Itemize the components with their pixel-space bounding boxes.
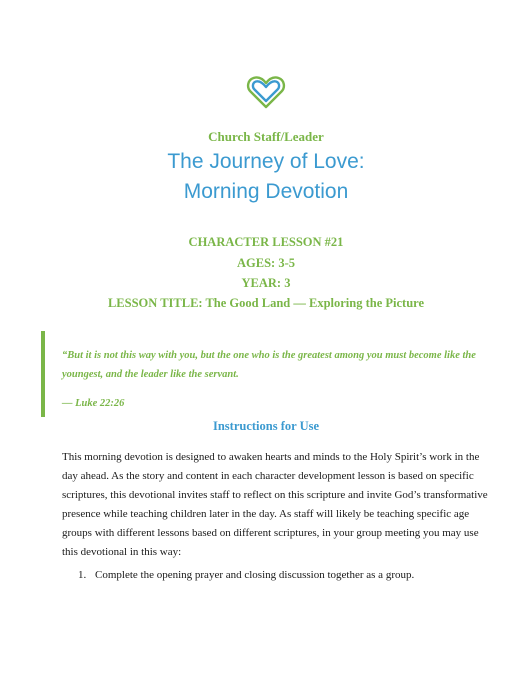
instructions-heading: Instructions for Use (212, 419, 320, 433)
scripture-citation: — Luke 22:26 (62, 398, 125, 409)
list-item-text: Complete the opening prayer and closing discussion together as a group. (95, 569, 415, 581)
ages-label: AGES: 3-5 (237, 256, 295, 270)
instructions-paragraph: This morning devotion is designed to awaken hearts and minds to the Holy Spirit’s work in the day ahead. As the story and content in each character development lesson is based on specific scriptures, this devotional invites staff to reflect on this scripture and invite God’s transformative presence while teaching children later in the day. As staff will likely be teaching specific age groups with different lessons based on different scriptures, in your group meeting you may use this devotional in this way: (62, 451, 488, 558)
lesson-title: LESSON TITLE: The Good Land — Exploring the Picture (107, 296, 425, 310)
quote-accent-bar (41, 331, 45, 417)
scripture-quote: “But it is not this way with you, but the one who is the greatest among you must become like the youngest, and the leader like the servant. (62, 350, 476, 380)
character-lesson-number: CHARACTER LESSON #21 (188, 235, 344, 249)
list-item (78, 566, 498, 585)
audience-label: Church Staff/Leader (208, 129, 324, 144)
year-label: YEAR: 3 (241, 276, 291, 290)
document-title-line-1: The Journey of Love: (167, 150, 365, 173)
document-title-line-2: Morning Devotion (183, 180, 349, 203)
heart-outline-icon (246, 74, 286, 110)
list-item-number: 1. (78, 569, 87, 581)
